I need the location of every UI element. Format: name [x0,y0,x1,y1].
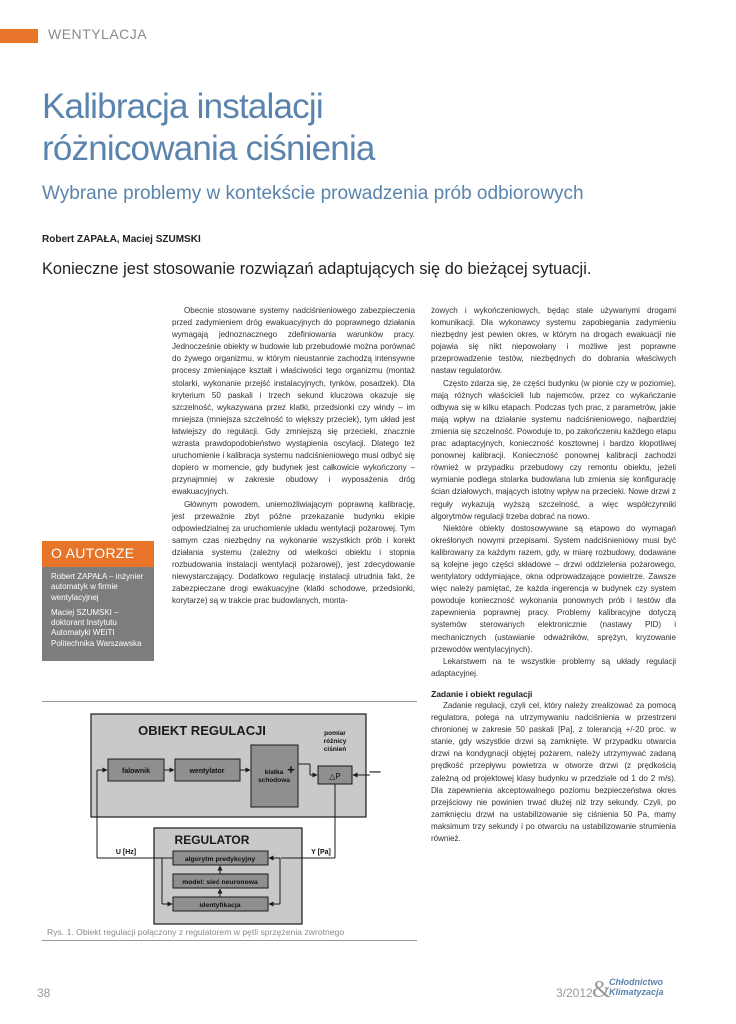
object-title: OBIEKT REGULACJI [138,723,266,738]
paragraph: Głównym powodem, uniemożliwiającym poprawną kalibrację, jest przeważnie zbyt późne przekazanie budynku ekipie odpowiedzialnej za uruchomienie układu wentylacji pożarowej. Tym samym czas niezbędny na wykonanie wszystkich prób i korekt działania systemu (zależny od wielkości obiektu i stopnia rozbudowania instalacji wentylacji pożarowej), jest zdecydowanie niewystarczający. Dodatkowo regulację instalacji utrudnia fakt, że zabezpieczane drogi ewakuacyjne (klatki schodowe, przedsionki, korytarze) są w trakcie prac budowlanych, monta- [172,499,415,606]
plus-sign: + [287,762,295,777]
paragraph: Zadanie regulacji, czyli cel, który należy zrealizować za pomocą regulatora, polega na utrzymywaniu nadciśnienia w przestrzeni chronionej w zakresie 50 paskali [Pa], z tolerancją +/-20 proc. w stanie, gdy wszystkie drzwi są zamknięte. W przypadku otwarcia drzwi na kondygnacji objętej pożarem, należy utrzymywać zadaną prędkość przepływu powietrza w otworze drzwi (z prędkością zależną od projektowej klasy budynku w przedziale od 1 do 2 m/s). Dla zapewnienia akceptowalnego poziomu bezpieczeństwa okres przejściowy nie powinien trwać dłużej niż trzy sekundy. Czyli, po zamknięciu drzwi na ustabilizowanie się ciśnienia 50 Pa, mamy maksimum trzy sekundy i po otwarciu na ustabilizowanie strumienia również. [431,701,676,844]
measure-label-3: ciśnień [323,746,347,753]
article-title [42,86,602,170]
section-marker [0,29,38,43]
paragraph: Niektóre obiekty dostosowywane są etapowo do wymagań określonych nowymi przepisami. System nadciśnieniowy musi być kalibrowany za każdym razem, gdy, w miarę rozbudowy, dodawane są kolejne jego części składowe – drzwi oddzielenia pożarowego, wentylatory oddymiające, okna odprowadzające powietrze. Zawsze więc należy pamiętać, że każda ingerencja w budynek czy system powoduje konieczność wykonania ponownych prób i testów dla zapewnienia poprawnej pracy. Problemy kalibracyjne dotyczą systemów sterowanych elektronicznie (nastawy PID) i mechanicznych (ustawianie odważników, sprężyn, kryzowanie przewodów wentylacyjnych). [431,523,676,654]
figure-bottom-rule [42,940,417,941]
staircase-label-2: schodowa [258,777,290,784]
about-author-header [42,541,154,567]
control-loop-diagram [42,704,417,944]
fan-label: wentylator [189,768,225,775]
about-author-title: O AUTORZE [51,545,135,561]
figure-caption: Rys. 1. Obiekt regulacji połączony z regulatorem w pętli sprzężenia zwrotnego [47,927,345,937]
paragraph: Obecnie stosowane systemy nadciśnieniowego zabezpieczenia przed zadymieniem dróg ewakuacyjnych do poprawnego działania wymagają jednoznacznego zdefiniowania warunków pracy. Jednocześnie obiekty w budowie lub przebudowie można porównać do żywego organizmu, w którym nieustannie zachodzą intensywne procesy zmieniające kształt i właściwości tego organizmu (montaż stolarki, wykonanie przejść instalacyjnych, tynków, posadzek). Dla kryterium 50 paskali i trzech sekund kluczowa okazuje się szczelność, wykazywana przez klatki, przedsionki czy windy – im mniejsza (mniejsza szczelność to większy przeciek), tym układ jest łatwiejszy do regulacji. Gdy zmniejszą się przecieki, znacznie wzrasta prawdopodobieństwo wystąpienia oscylacji. Dlatego też uruchomienie i kalibracja systemu nadciśnieniowego musi odbyć się dopiero w momencie, gdy budynek jest całkowicie wykończony – przynajmniej w zakresie obudowy i wyposażenia dróg ewakuacyjnych. [172,306,415,497]
magazine-logo [592,973,684,1003]
paragraph: żowych i wykończeniowych, będąc stale używanymi drogami komunikacji. Dla wykonawcy systemu zapobiegania zadymieniu niezbędny jest pewien okres, w którym na drogach ewakuacji nie pojawia się nikt niepowołany i możliwe jest poprawne przeprowadzenie testów, niezbędnych do dobrania właściwych nastaw regulatorów. [431,306,676,376]
regulator-title: REGULATOR [174,833,250,847]
minus-sign: — [369,766,381,778]
page-number: 38 [37,986,51,1000]
measure-label-2: różnicy [323,738,347,745]
title-line-2: różnicowania ciśnienia [42,129,375,168]
about-author-box [42,567,154,661]
article-subtitle: Wybrane problemy w kontekście prowadzenia prób odbiorowych [42,183,584,204]
title-line-1: Kalibracja instalacji [42,87,323,126]
author-bio-1: Robert ZAPAŁA – inżynier automatyk w firmie wentylacyjnej [51,572,144,602]
staircase-label-1: klatka [264,769,284,776]
measure-label-1: pomiar [324,730,346,737]
section-heading: Zadanie i obiekt regulacji [431,688,533,699]
figure-top-rule [42,701,417,702]
issue-number: 3/2012 [556,986,593,1000]
section-label: WENTYLACJA [48,26,148,42]
delta-p-label: △P [329,772,341,781]
article-lead: Konieczne jest stosowanie rozwiązań adaptujących się do bieżącej sytuacji. [42,260,592,278]
neural-model-label: model: sieć neuronowa [182,879,258,886]
text-column-1 [172,305,415,607]
logo-line-2: Klimatyzacja [609,987,664,997]
logo-line-1: Chłodnictwo [609,977,663,987]
paragraph: Lekarstwem na te wszystkie problemy są układy regulacji adaptacyjnej. [431,656,676,678]
paragraph: Często zdarza się, że części budynku (w pionie czy w poziomie), mają różnych właścicieli lub najemców, przez co wykańczanie odbywa się w kilku etapach. Podczas tych prac, z parametrów, jakie mają wpływ na działanie systemu nadciśnieniowego, najbardziej zmienia się szczelność. Powoduje to, po zakończeniu każdego etapu prac adaptacyjnych, konieczność kosztownej i bardzo kłopotliwej ponownej kalibracji. Konieczność ponownej kalibracji zachodzi również w przypadku przebudowy czy remontu obiektu, jeżeli wymianie podlega stolarka budowlana lub zmienia się konfigurację ścian działowych, mających istotny wpływ na przecieki. Nowe drzwi z reguły wykazują wyższą szczelność, a więc współczynniki algorytmów regulacji trzeba dobrać na nowo. [431,378,676,521]
u-signal-label: U [Hz] [115,849,137,856]
predictive-algorithm-label: algorytm predykcyjny [184,856,256,863]
logo-ampersand: & [592,977,611,1003]
identification-label: identyfikacja [199,902,241,909]
y-signal-label: Y [Pa] [311,849,331,856]
inverter-label: falownik [121,768,151,775]
text-column-2 [431,305,676,845]
article-authors: Robert ZAPAŁA, Maciej SZUMSKI [42,234,201,245]
author-bio-2: Maciej SZUMSKI – doktorant Instytutu Automatyki WEiTI Politechnika Warszawska [51,607,142,648]
